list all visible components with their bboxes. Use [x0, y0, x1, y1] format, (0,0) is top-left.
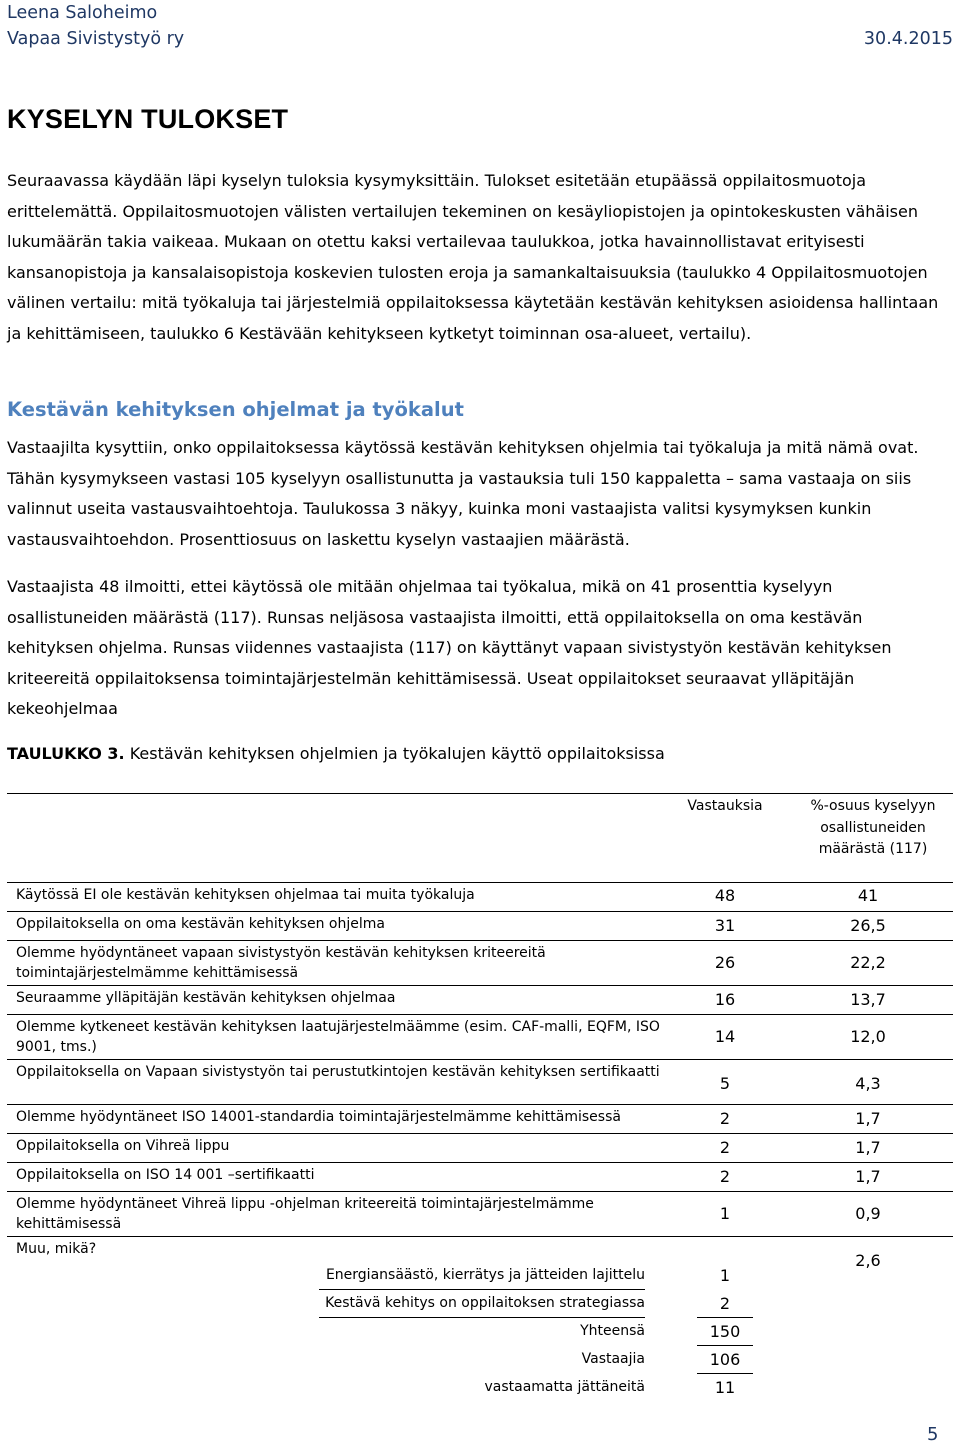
table-row: [7, 882, 953, 911]
paragraph-2: Vastaajilta kysyttiin, onko oppilaitoksessa käytössä kestävän kehityksen ohjelmia tai työkaluja ja mitä nämä ovat. Tähän kysymykseen vastasi 105 kyselyyn osallistunutta ja vastauksia tuli 150 kappaletta – sama vastaaja on siis valinnut useita vastausvaihtoehtoja. Taulukossa 3 näkyy, kuinka moni vastaajista valitsi kysymyksen kunkin vastausvaihtoehdon. Prosenttiosuus on laskettu kyselyn vastaajien määrästä.: [7, 438, 919, 549]
table-caption: [7, 744, 665, 763]
row-count: 26: [714, 953, 736, 972]
table-top-rule: [7, 793, 953, 794]
subrow-count: 1: [719, 1266, 731, 1285]
row-separator: [319, 1317, 645, 1318]
row-percent: 13,7: [850, 990, 886, 1009]
total-row-count: 11: [714, 1378, 736, 1397]
row-percent: 12,0: [850, 1027, 886, 1046]
row-label: Olemme hyödyntäneet vapaan sivistystyön kestävän kehityksen kriteereitä toimintajärjestelmämme kehittämisessä: [16, 945, 546, 981]
row-percent: 4,3: [855, 1074, 881, 1093]
column-header-percent: %-osuus kyselyyn osallistuneiden määrästä (117): [810, 798, 936, 857]
row-percent: 1,7: [855, 1138, 881, 1157]
page-header: [7, 0, 953, 52]
row-label: Käytössä EI ole kestävän kehityksen ohjelmaa tai muita työkaluja: [16, 887, 475, 903]
table-row: [7, 985, 953, 1014]
table-row: [7, 1236, 953, 1270]
row-label: Oppilaitoksella on Vapaan sivistystyön tai perustutkintojen kestävän kehityksen sertifikaatti: [16, 1064, 660, 1080]
subrow-count: 2: [719, 1294, 731, 1313]
value-separator: [697, 1373, 753, 1374]
header-author: Leena Saloheimo: [7, 3, 158, 23]
section-title: Kestävän kehityksen ohjelmat ja työkalut: [7, 398, 464, 421]
value-separator: [697, 1317, 753, 1318]
row-label: Oppilaitoksella on oma kestävän kehityksen ohjelma: [16, 916, 385, 932]
row-percent: 26,5: [850, 916, 886, 935]
row-percent: 1,7: [855, 1167, 881, 1186]
row-percent: 2,6: [855, 1251, 881, 1270]
table-caption-text: Kestävän kehityksen ohjelmien ja työkalujen käyttö oppilaitoksissa: [124, 744, 665, 763]
paragraph-3: Vastaajista 48 ilmoitti, ettei käytössä ole mitään ohjelmaa tai työkalua, mikä on 41 prosenttia kyselyyn osallistuneiden määrästä (117). Runsas neljäsosa vastaajista ilmoitti, että oppilaitoksella on oma kestävän kehityksen ohjelma. Runsas viidennes vastaajista (117) on käyttänyt vapaan sivistystyön kestävän kehityksen kriteereitä oppilaitoksensa toimintajärjestelmän kehittämisessä. Useat oppilaitokset seuraavat ylläpitäjän kekeohjelmaa: [7, 577, 892, 718]
row-count: 2: [719, 1138, 731, 1157]
row-count: 5: [719, 1074, 731, 1093]
row-percent: 22,2: [850, 953, 886, 972]
table-row: [7, 1014, 953, 1059]
subrow-label: Kestävä kehitys on oppilaitoksen strategiassa: [325, 1295, 645, 1311]
table-row: [7, 940, 953, 985]
row-count: 1: [719, 1204, 731, 1223]
total-row-label: Vastaajia: [581, 1351, 645, 1367]
row-label: Oppilaitoksella on ISO 14 001 –sertifikaatti: [16, 1167, 315, 1183]
row-count: 48: [714, 886, 736, 905]
row-label: Olemme kytkeneet kestävän kehityksen laatujärjestelmäämme (esim. CAF-malli, EQFM, ISO 9001, tms.): [16, 1019, 660, 1055]
total-row-count: 106: [709, 1350, 741, 1369]
row-separator: [319, 1289, 645, 1290]
value-separator: [697, 1345, 753, 1346]
table-row: [7, 1191, 953, 1236]
row-count: 2: [719, 1109, 731, 1128]
row-label: Muu, mikä?: [16, 1241, 97, 1257]
page-title: KYSELYN TULOKSET: [7, 104, 289, 134]
table-row: [7, 1104, 953, 1133]
header-date: 30.4.2015: [863, 29, 953, 49]
total-row-label: Yhteensä: [580, 1323, 645, 1339]
row-percent: 0,9: [855, 1204, 881, 1223]
total-row-count: 150: [709, 1322, 741, 1341]
table-row: [7, 1059, 953, 1104]
row-label: Oppilaitoksella on Vihreä lippu: [16, 1138, 230, 1154]
column-header-vastauksia: Vastauksia: [687, 798, 763, 814]
row-percent: 1,7: [855, 1109, 881, 1128]
page-number: 5: [927, 1424, 939, 1445]
row-label: Olemme hyödyntäneet Vihreä lippu -ohjelman kriteereitä toimintajärjestelmämme kehittämisessä: [16, 1196, 594, 1232]
row-label: Olemme hyödyntäneet ISO 14001-standardia toimintajärjestelmämme kehittämisessä: [16, 1109, 621, 1125]
results-table: [7, 882, 953, 1397]
table-row: [7, 1133, 953, 1162]
table-caption-label: TAULUKKO 3.: [7, 744, 125, 763]
subrow-label: Energiansäästö, kierrätys ja jätteiden lajittelu: [325, 1267, 645, 1283]
row-label: Seuraamme ylläpitäjän kestävän kehityksen ohjelmaa: [16, 990, 396, 1006]
row-count: 14: [714, 1027, 736, 1046]
table-row: [7, 911, 953, 940]
table-row: [7, 1162, 953, 1191]
row-count: 31: [714, 916, 736, 935]
intro-paragraph: Seuraavassa käydään läpi kyselyn tuloksia kysymyksittäin. Tulokset esitetään etupäässä oppilaitosmuotoja erittelemättä. Oppilaitosmuotojen välisten vertailujen tekeminen on kesäyliopistojen ja opintokeskusten vähäisen lukumäärän takia vaikeaa. Mukaan on otettu kaksi vertailevaa taulukkoa, jotka havainnollistavat erityisesti kansanopistoja ja kansalaisopistoja koskevien tulosten eroja ja samankaltaisuuksia (taulukko 4 Oppilaitosmuotojen välinen vertailu: mitä työkaluja tai järjestelmiä oppilaitoksessa käytetään kestävän kehityksen asioidensa hallintaan ja kehittämiseen, taulukko 6 Kestävään kehitykseen kytketyt toiminnan osa-alueet, vertailu).: [7, 171, 939, 343]
row-percent: 41: [857, 886, 879, 905]
row-count: 2: [719, 1167, 731, 1186]
row-count: 16: [714, 990, 736, 1009]
total-row-label: vastaamatta jättäneitä: [484, 1379, 645, 1395]
header-org: Vapaa Sivistystyö ry: [7, 29, 185, 49]
